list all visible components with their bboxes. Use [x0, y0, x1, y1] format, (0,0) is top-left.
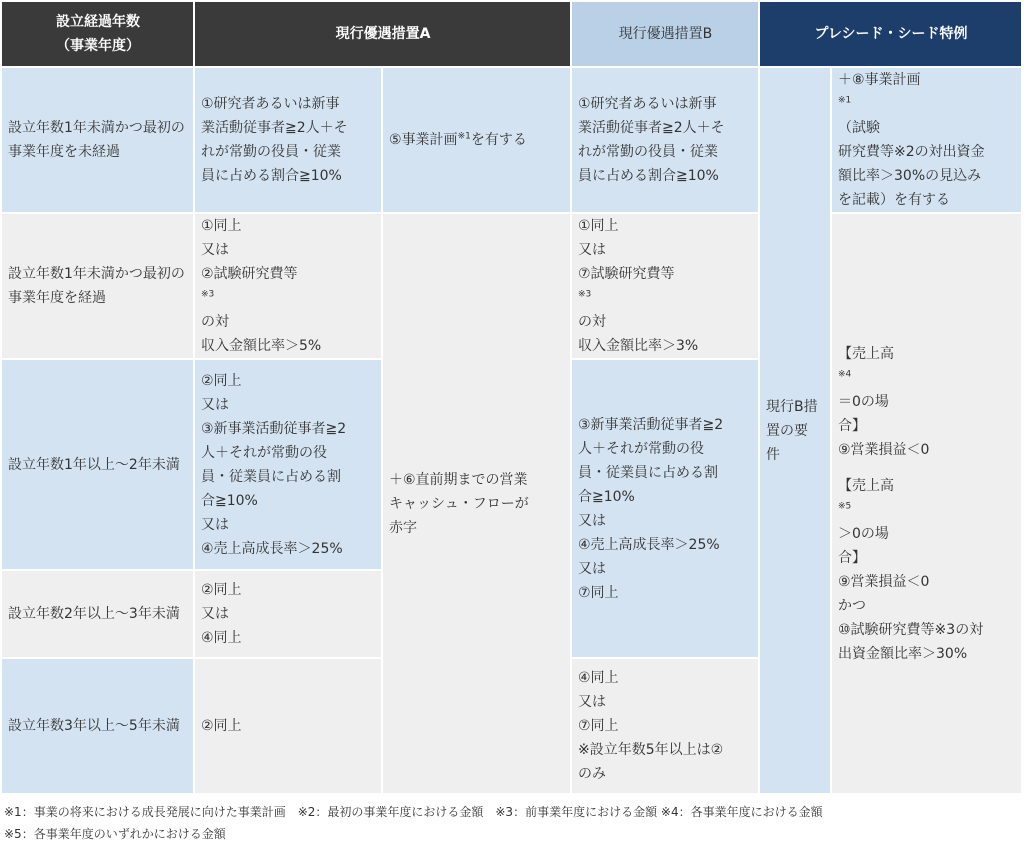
cell-line: を記載）を有する — [838, 192, 950, 208]
cell-line: ④同上 — [201, 630, 242, 646]
cell-line: 収入金額比率＞5% — [201, 338, 322, 354]
cell-text: （試験 — [838, 120, 880, 136]
footnote-mark: ※3 — [201, 289, 215, 300]
cell-line: 又は — [201, 606, 229, 622]
cell-line: のみ — [578, 766, 606, 782]
cell-line: 員・従業員に占める割 — [578, 464, 718, 481]
header-row — [1, 1, 1022, 67]
row-label: 設立年数2年以上～3年未満 — [1, 570, 194, 658]
cell-text: ＝0の場 — [838, 393, 889, 410]
cell-line: 額比率＞30%の見込み — [838, 168, 982, 184]
measure-b-cell — [571, 658, 759, 794]
cell-line: 出資金額比率＞30% — [838, 645, 968, 662]
measure-b-cell — [571, 359, 759, 658]
cell-line: れが常勤の役員・従業 — [201, 144, 341, 160]
preseed-plan-cell — [831, 67, 1022, 213]
cell-line — [838, 474, 1016, 546]
cell-text: ⑦試験研究費等 — [578, 266, 675, 282]
footnote-mark: ※1 — [457, 131, 471, 142]
cell-line: ③新事業活動従事者≧2 — [201, 420, 347, 437]
footnote-mark: ※4 — [838, 368, 852, 379]
measure-a-plan-cell — [382, 67, 571, 213]
cell-line: 業活動従事者≧2人＋そ — [201, 120, 348, 136]
cell-text: 【売上高 — [838, 345, 894, 362]
preseed-sales-cell — [831, 213, 1022, 794]
header-measure-a: 現行優遇措置A — [194, 1, 571, 67]
cell-text: ＞0の場 — [838, 525, 889, 542]
row-label: 設立年数1年未満かつ最初の事業年度を経過 — [1, 213, 194, 359]
cell-line: ②同上 — [201, 718, 242, 734]
cell-line: ①研究者あるいは新事 — [201, 96, 340, 112]
cell-line: 研究費等※2の対出資金 — [838, 144, 985, 160]
cell-text: の対 — [578, 314, 606, 330]
cell-line — [201, 262, 376, 334]
cell-line: 人＋それが常動の役 — [578, 440, 704, 457]
measure-b-cell — [571, 213, 759, 359]
measure-a-cashflow-cell — [382, 213, 571, 794]
cell-line: ⑦同上 — [578, 718, 619, 734]
cell-line: ⑨営業損益＜0 — [838, 573, 930, 590]
table-row — [1, 213, 1022, 359]
cell-line: れが常勤の役員・従業 — [578, 144, 718, 160]
measure-a-cell — [194, 359, 382, 570]
cell-line: キャッシュ・フローが — [389, 495, 529, 512]
row-label: 設立年数1年以上～2年未満 — [1, 359, 194, 570]
cell-line: ②同上 — [201, 582, 242, 598]
cell-line: ④同上 — [578, 670, 619, 686]
header-preseed: プレシード・シード特例 — [759, 1, 1022, 67]
footnote-mark: ※1 — [838, 95, 852, 106]
cell-text: ＋⑧事業計画 — [838, 72, 921, 88]
cell-text: 【売上高 — [838, 477, 894, 494]
cell-line: 又は — [578, 512, 606, 529]
row-label: 設立年数1年未満かつ最初の事業年度を未経過 — [1, 67, 194, 213]
cell-line: 業活動従事者≧2人＋そ — [578, 120, 725, 136]
measure-a-cell — [194, 213, 382, 359]
cell-line: 合】 — [838, 549, 866, 566]
cell-line: 又は — [201, 396, 229, 413]
cell-line: 又は — [201, 516, 229, 533]
cell-line: ※設立年数5年以上は② — [578, 742, 724, 758]
cell-line: 又は — [578, 694, 606, 710]
cell-line: ④売上高成長率＞25% — [578, 536, 720, 553]
cell-line: ①同上 — [578, 218, 619, 234]
header-measure-b: 現行優遇措置B — [571, 1, 759, 67]
cell-line: 赤字 — [389, 519, 417, 536]
cell-line: 合≧10% — [201, 492, 258, 509]
b-requirement-cell — [759, 67, 831, 794]
cell-line: かつ — [838, 597, 866, 614]
cell-gap — [838, 462, 1016, 474]
cell-line: ④売上高成長率＞25% — [201, 540, 343, 557]
measure-a-cell — [194, 67, 382, 213]
cell-line: ②同上 — [201, 372, 242, 389]
cell-line: 合】 — [838, 417, 866, 434]
header-years-line1: 設立経過年数 — [56, 14, 140, 30]
cell-text: の対 — [201, 314, 229, 330]
cell-line — [838, 68, 1016, 140]
cell-line: ③新事業活動従事者≧2 — [578, 416, 724, 433]
cell-line: 収入金額比率＞3% — [578, 338, 699, 354]
cell-line: 人＋それが常動の役 — [201, 444, 327, 461]
cell-line: 又は — [201, 242, 229, 258]
footnote-mark: ※3 — [578, 289, 592, 300]
row-label: 設立年数3年以上～5年未満 — [1, 658, 194, 794]
cell-line: ＋⑥直前期までの営業 — [389, 471, 528, 488]
table-row — [1, 67, 1022, 213]
cell-line: ①同上 — [201, 218, 242, 234]
cell-line: ⑩試験研究費等※3の対 — [838, 621, 984, 638]
cell-line: 員に占める割合≧10% — [578, 168, 719, 184]
cell-line: 置の要 — [766, 422, 808, 439]
measure-b-cell — [571, 67, 759, 213]
cell-line — [838, 342, 1016, 414]
cell-line: 員に占める割合≧10% — [201, 168, 342, 184]
cell-line: ①研究者あるいは新事 — [578, 96, 717, 112]
cell-text: ⑤事業計画 — [389, 132, 458, 148]
header-years-line2: （事業年度） — [56, 38, 140, 54]
cell-line: 又は — [578, 242, 606, 258]
cell-line: 現行B措 — [766, 398, 818, 415]
footnote-mark: ※5 — [838, 500, 852, 511]
cell-line: ⑦同上 — [578, 584, 619, 601]
header-years — [1, 1, 194, 67]
measure-a-cell — [194, 570, 382, 658]
measure-a-cell — [194, 658, 382, 794]
footnotes — [0, 795, 1024, 845]
cell-line — [578, 262, 753, 334]
cell-line: 件 — [766, 446, 780, 463]
cell-line: 員・従業員に占める割 — [201, 468, 341, 485]
cell-text: を有する — [470, 132, 527, 148]
cell-line: 又は — [578, 560, 606, 577]
cell-text: ②試験研究費等 — [201, 266, 298, 282]
footnote-line: ※5：各事業年度のいずれかにおける金額 — [4, 827, 226, 841]
cell-line: ⑨営業損益＜0 — [838, 441, 930, 458]
footnote-line: ※1：事業の将来における成長発展に向けた事業計画 ※2：最初の事業年度における金額 ※3：前事業年度における金額 ※4：各事業年度における金額 — [4, 805, 823, 819]
cell-line: 合≧10% — [578, 488, 635, 505]
